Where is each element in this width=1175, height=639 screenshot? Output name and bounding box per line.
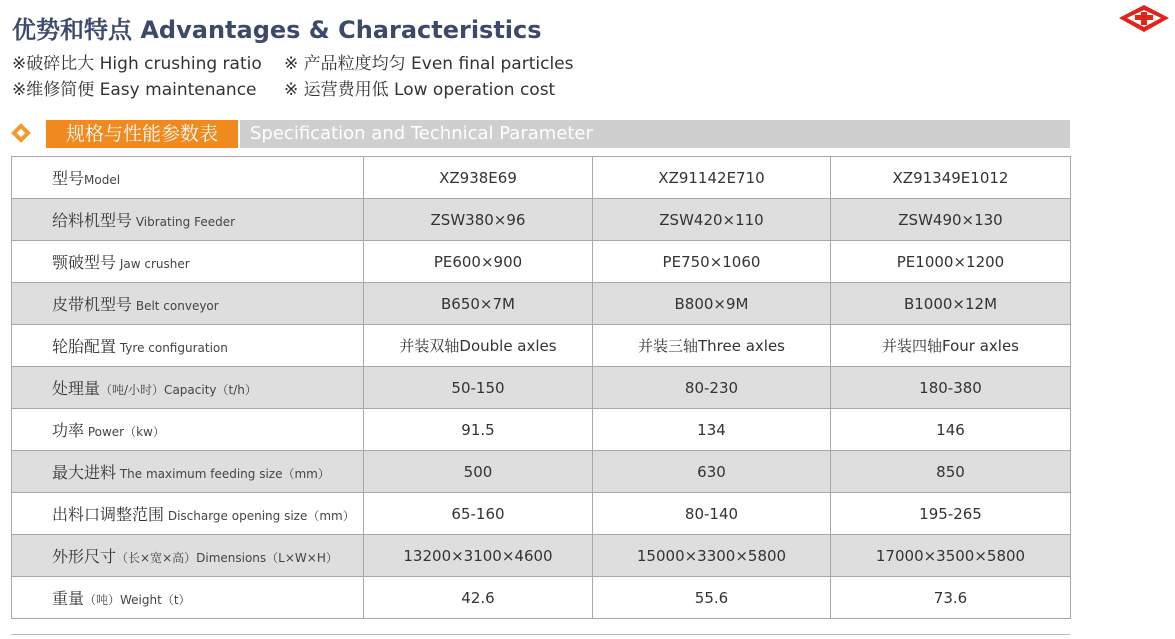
table-cell: 15000×3300×5800 [593, 535, 831, 577]
table-cell: 55.6 [593, 577, 831, 619]
row-label-cn: 型号 [52, 169, 85, 188]
table-cell: PE600×900 [364, 241, 593, 283]
row-label-en: Vibrating Feeder [132, 215, 236, 229]
row-label-en: （吨）Weight（t） [84, 593, 191, 607]
table-cell: 80-230 [593, 367, 831, 409]
table-cell: 65-160 [364, 493, 593, 535]
row-label [12, 367, 364, 409]
table-cell: 134 [593, 409, 831, 451]
table-row [12, 367, 1071, 409]
table-cell: XZ938E69 [364, 157, 593, 199]
row-label [12, 241, 364, 283]
table-cell: 146 [831, 409, 1071, 451]
table-row [12, 283, 1071, 325]
row-label [12, 157, 364, 199]
row-label-cn: 颚破型号 [52, 253, 117, 272]
page-title: 优势和特点 Advantages & Characteristics [12, 16, 542, 44]
table-cell: 42.6 [364, 577, 593, 619]
row-label-en: The maximum feeding size（mm） [116, 467, 330, 481]
row-label [12, 325, 364, 367]
row-label-en: Tyre configuration [116, 341, 228, 355]
section-title-en: Specification and Technical Parameter [240, 120, 1070, 148]
table-row [12, 535, 1071, 577]
table-cell: ZSW490×130 [831, 199, 1071, 241]
section-title-cn: 规格与性能参数表 [46, 120, 238, 148]
table-cell: 73.6 [831, 577, 1071, 619]
row-label-cn: 功率 [52, 421, 85, 440]
row-label-cn: 处理量 [52, 379, 101, 398]
row-label-en: （吨/小时）Capacity（t/h） [100, 383, 257, 397]
table-cell: B800×9M [593, 283, 831, 325]
row-label [12, 409, 364, 451]
table-row [12, 325, 1071, 367]
table-cell: 91.5 [364, 409, 593, 451]
table-row [12, 199, 1071, 241]
table-cell: PE1000×1200 [831, 241, 1071, 283]
row-label-cn: 皮带机型号 [52, 295, 133, 314]
brand-logo-icon [1118, 4, 1170, 34]
table-cell: B650×7M [364, 283, 593, 325]
table-cell: 850 [831, 451, 1071, 493]
table-row [12, 241, 1071, 283]
table-cell: 180-380 [831, 367, 1071, 409]
table-cell: 80-140 [593, 493, 831, 535]
row-label-en: Belt conveyor [132, 299, 219, 313]
row-label-en: Power（kw） [84, 425, 165, 439]
table-cell: B1000×12M [831, 283, 1071, 325]
row-label-en: Discharge opening size（mm） [164, 509, 355, 523]
row-label [12, 451, 364, 493]
feature-easy-maintenance: ※维修简便 Easy maintenance [12, 80, 257, 100]
table-cell: 并装四轴Four axles [831, 325, 1071, 367]
row-label [12, 199, 364, 241]
table-cell: 并装三轴Three axles [593, 325, 831, 367]
row-label-en: Model [84, 173, 121, 187]
table-row [12, 577, 1071, 619]
row-label [12, 577, 364, 619]
table-cell: 195-265 [831, 493, 1071, 535]
row-label-en: （长×宽×高）Dimensions（L×W×H） [116, 551, 338, 565]
feature-even-final-particles: ※ 产品粒度均匀 Even final particles [284, 54, 574, 74]
row-label-cn: 重量 [52, 589, 85, 608]
table-cell: PE750×1060 [593, 241, 831, 283]
table-row [12, 157, 1071, 199]
bottom-divider [11, 634, 1070, 635]
row-label-en: Jaw crusher [116, 257, 190, 271]
table-cell: ZSW380×96 [364, 199, 593, 241]
row-label [12, 283, 364, 325]
table-row [12, 493, 1071, 535]
row-label [12, 535, 364, 577]
row-label-cn: 出料口调整范围 [52, 505, 165, 524]
table-cell: XZ91142E710 [593, 157, 831, 199]
row-label-cn: 最大进料 [52, 463, 117, 482]
row-label-cn: 轮胎配置 [52, 337, 117, 356]
table-row [12, 409, 1071, 451]
table-cell: 17000×3500×5800 [831, 535, 1071, 577]
feature-high-crushing-ratio: ※破碎比大 High crushing ratio [12, 54, 262, 74]
spec-table [11, 156, 1071, 619]
feature-low-operation-cost: ※ 运营费用低 Low operation cost [284, 80, 556, 100]
row-label [12, 493, 364, 535]
table-cell: 50-150 [364, 367, 593, 409]
table-row [12, 451, 1071, 493]
table-cell: ZSW420×110 [593, 199, 831, 241]
row-label-cn: 外形尺寸 [52, 547, 117, 566]
row-label-cn: 给料机型号 [52, 211, 133, 230]
section-header [12, 120, 1070, 148]
table-cell: 13200×3100×4600 [364, 535, 593, 577]
table-cell: 并装双轴Double axles [364, 325, 593, 367]
table-cell: XZ91349E1012 [831, 157, 1071, 199]
table-cell: 500 [364, 451, 593, 493]
table-cell: 630 [593, 451, 831, 493]
